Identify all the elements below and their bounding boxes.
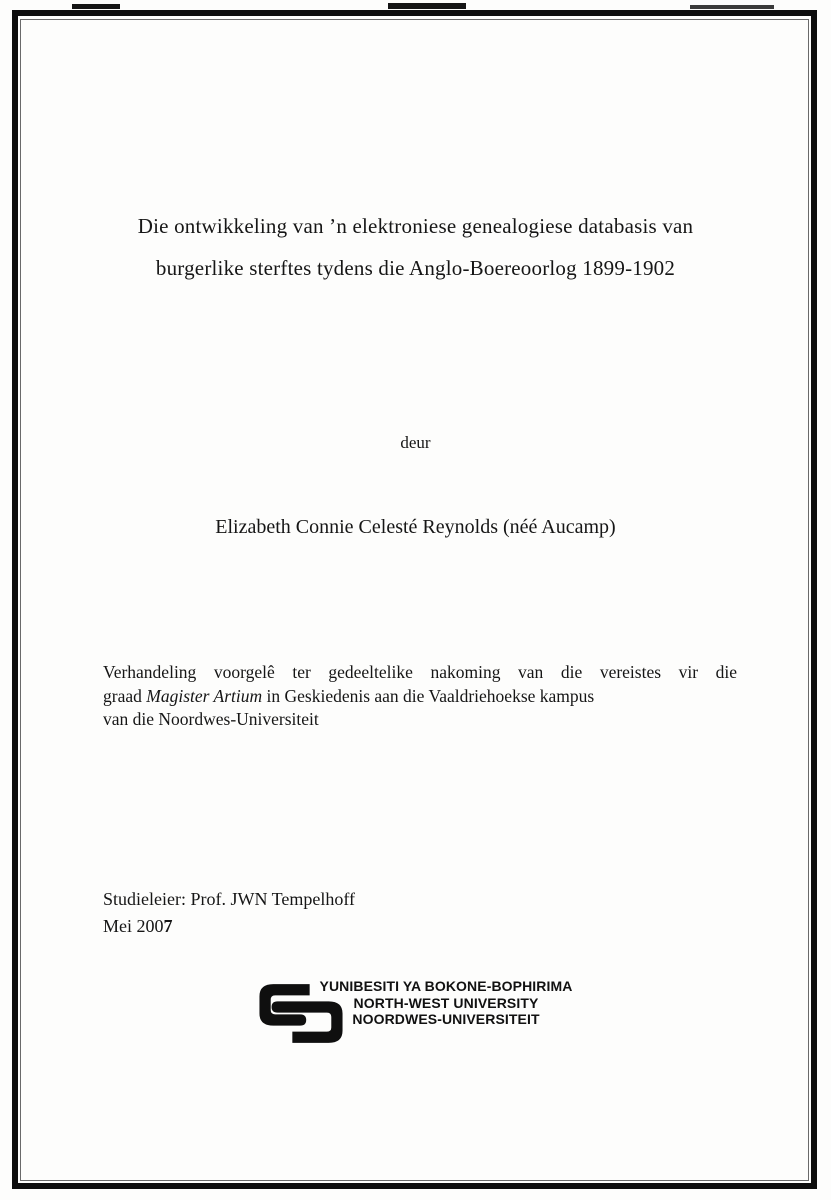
degree-statement-line3: van die Noordwes-Universiteit (103, 709, 319, 729)
degree-statement (103, 661, 737, 732)
thesis-title-line1: Die ontwikkeling van ’n elektroniese genealogiese databasis van (137, 214, 694, 238)
degree-name-italic: Magister Artium (146, 685, 263, 706)
date-last-digit: 7 (163, 916, 172, 936)
degree-statement-line2-pre: graad (103, 685, 147, 706)
scan-artifact (690, 5, 774, 9)
date-prefix: Mei 200 (103, 916, 164, 936)
thesis-title-line2: burgerlike sterftes tydens die Anglo-Boereoorlog 1899-1902 (155, 256, 676, 280)
scan-artifact (388, 3, 466, 9)
nwu-logo-line-english: NORTH-WEST UNIVERSITY (353, 994, 539, 1011)
degree-statement-line1: Verhandeling voorgelê ter gedeeltelike nakoming van die vereistes vir die (103, 662, 737, 682)
scan-artifact (72, 4, 120, 9)
date-line (103, 913, 355, 940)
byline-deur: deur (400, 433, 431, 452)
supervisor-block (103, 886, 355, 940)
degree-statement-line2-post: in Geskiedenis aan die Vaaldriehoekse kampus (262, 685, 595, 706)
nwu-logo-text (318, 978, 574, 1028)
thesis-title (0, 205, 831, 289)
supervisor-line: Studieleier: Prof. JWN Tempelhoff (103, 889, 356, 909)
nwu-logo-line-setswana: YUNIBESITI YA BOKONE-BOPHIRIMA (319, 978, 573, 994)
degree-statement-line2 (103, 685, 737, 709)
author-name: Elizabeth Connie Celesté Reynolds (néé Aucamp) (215, 516, 616, 538)
nwu-logo-line-afrikaans: NOORDWES-UNIVERSITEIT (352, 1011, 540, 1027)
